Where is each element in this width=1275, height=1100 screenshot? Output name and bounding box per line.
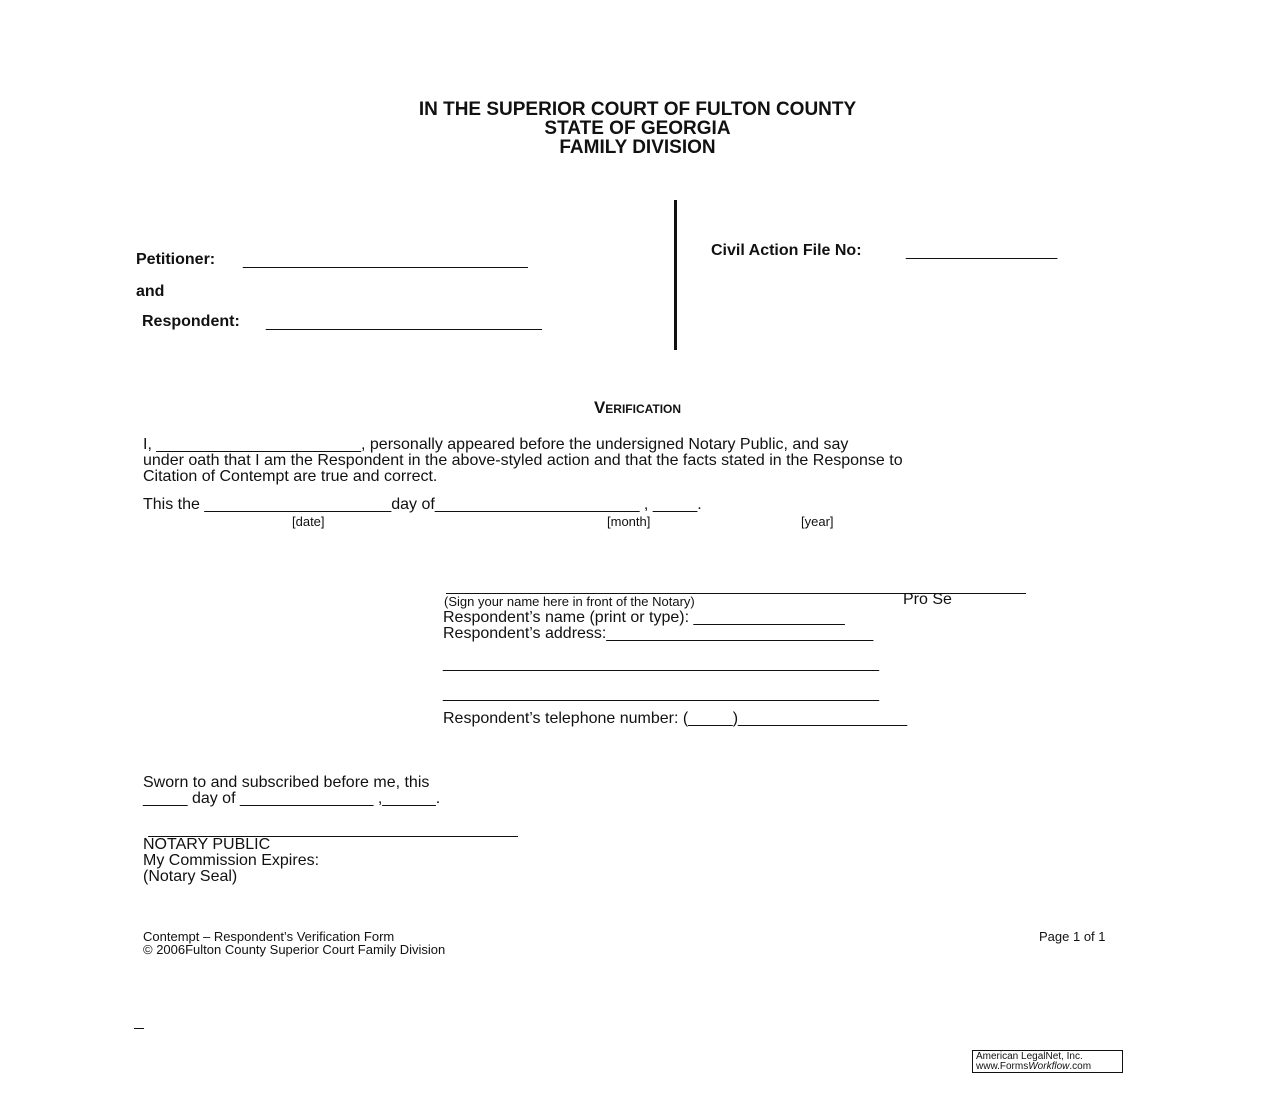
court-name: IN THE SUPERIOR COURT OF FULTON COUNTY bbox=[418, 99, 857, 120]
brand-suffix: .com bbox=[1069, 1061, 1092, 1072]
address-blank-2[interactable]: _________________________________________________ bbox=[443, 685, 880, 702]
date-line[interactable]: This the _____________________day of_______________________ , _____. bbox=[143, 496, 702, 513]
respondent-field[interactable]: _______________________________ bbox=[266, 314, 542, 331]
sworn-text: Sworn to and subscribed before me, this bbox=[143, 774, 430, 791]
verification-line-2: under oath that I am the Respondent in the above-styled action and that the facts stated in the Response to bbox=[143, 452, 903, 469]
civil-action-field[interactable]: _________________ bbox=[906, 243, 1058, 260]
respondent-label: Respondent: bbox=[142, 313, 240, 330]
date-hint: [date] bbox=[292, 514, 325, 529]
sign-hint: (Sign your name here in front of the Notary) bbox=[444, 594, 695, 609]
verification-line-1: I, _______________________, personally appeared before the undersigned Notary Public, and say bbox=[143, 436, 849, 453]
address-blank-1[interactable]: _________________________________________________ bbox=[443, 655, 880, 672]
petitioner-field[interactable]: ________________________________ bbox=[243, 252, 528, 269]
caption-divider bbox=[674, 200, 677, 350]
respondent-address-line[interactable]: Respondent’s address:______________________________ bbox=[443, 625, 874, 642]
commission-label: My Commission Expires: bbox=[143, 852, 320, 869]
respondent-name-line[interactable]: Respondent’s name (print or type): _________________ bbox=[443, 609, 845, 626]
notary-public-label: NOTARY PUBLIC bbox=[143, 836, 271, 853]
brand-box bbox=[972, 1050, 1123, 1073]
document-title: Verification bbox=[593, 398, 682, 417]
and-label: and bbox=[136, 283, 165, 300]
state-name: STATE OF GEORGIA bbox=[544, 118, 731, 139]
page-number: Page 1 of 1 bbox=[1039, 929, 1106, 944]
respondent-phone-line[interactable]: Respondent’s telephone number: (_____)___________________ bbox=[443, 710, 908, 727]
notary-day-line[interactable]: _____ day of _______________ ,______. bbox=[143, 790, 441, 807]
corner-mark bbox=[134, 1028, 144, 1029]
brand-prefix: www.Forms bbox=[976, 1061, 1029, 1072]
civil-action-label: Civil Action File No: bbox=[711, 242, 862, 259]
year-hint: [year] bbox=[801, 514, 834, 529]
month-hint: [month] bbox=[607, 514, 651, 529]
pro-se-label: Pro Se bbox=[903, 591, 952, 608]
brand-line-2 bbox=[976, 1062, 1119, 1072]
brand-line-1: American LegalNet, Inc. bbox=[976, 1051, 1083, 1062]
brand-italic: Workflow bbox=[1028, 1061, 1070, 1072]
division-name: FAMILY DIVISION bbox=[559, 137, 716, 158]
form-name: Contempt – Respondent’s Verification Form bbox=[143, 929, 395, 944]
verification-line-3: Citation of Contempt are true and correct. bbox=[143, 468, 438, 485]
copyright: © 2006Fulton County Superior Court Family Division bbox=[143, 942, 446, 957]
notary-seal-label: (Notary Seal) bbox=[143, 868, 238, 885]
petitioner-label: Petitioner: bbox=[136, 251, 216, 268]
